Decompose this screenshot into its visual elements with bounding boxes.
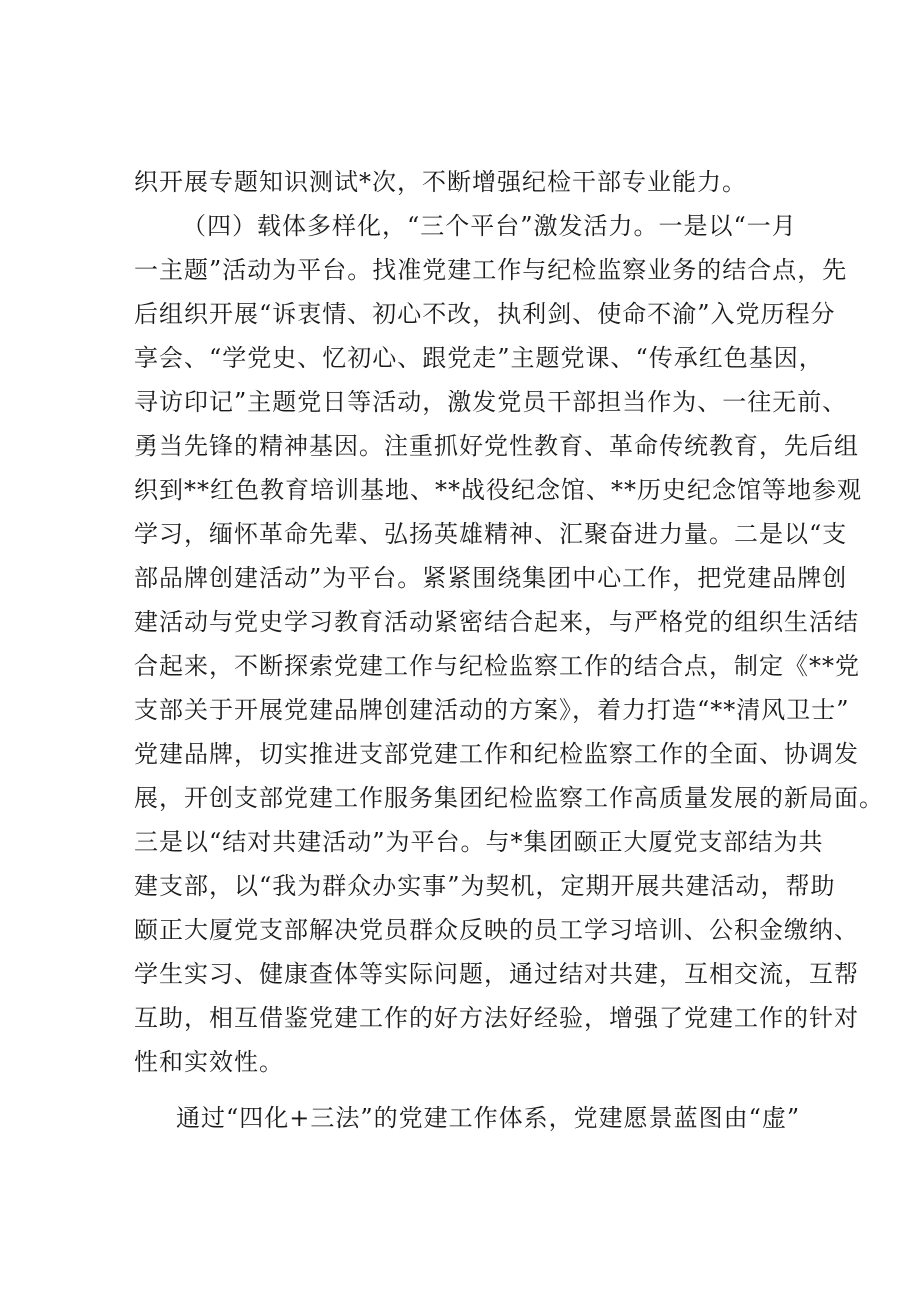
text-line: 三是以“结对共建活动”为平台。与*集团颐正大厦党支部结为共 <box>134 828 824 856</box>
text-line: 织开展专题知识测试*次，不断增强纪检干部专业能力。 <box>134 168 747 196</box>
text-line: 支部关于开展党建品牌创建活动的方案》，着力打造“**清风卫士” <box>134 696 850 724</box>
document-body <box>134 160 884 1140</box>
text-line: 寻访印记”主题党日等活动，激发党员干部担当作为、一往无前、 <box>134 388 848 416</box>
text-line: （四）载体多样化，“三个平台”激发活力。一是以“一月 <box>182 212 797 240</box>
text-line: 织到**红色教育培训基地、**战役纪念馆、**历史纪念馆等地参观 <box>134 476 862 504</box>
text-line: 学生实习、健康查体等实际问题，通过结对共建，互相交流，互帮 <box>134 960 859 988</box>
text-line: 部品牌创建活动”为平台。紧紧围绕集团中心工作，把党建品牌创 <box>134 564 848 592</box>
text-line: 勇当先锋的精神基因。注重抓好党性教育、革命传统教育，先后组 <box>134 432 859 460</box>
text-line: 党建品牌，切实推进支部党建工作和纪检监察工作的全面、协调发 <box>134 740 859 768</box>
text-line: 通过“四化+三法”的党建工作体系，党建愿景蓝图由“虚” <box>176 1104 801 1132</box>
text-line: 后组织开展“诉衷情、初心不改，执利剑、使命不渝”入党历程分 <box>134 300 836 328</box>
text-line: 展，开创支部党建工作服务集团纪检监察工作高质量发展的新局面。 <box>134 784 884 812</box>
text-line: 建支部，以“我为群众办实事”为契机，定期开展共建活动，帮助 <box>134 872 836 900</box>
text-line: 享会、“学党史、忆初心、跟党走”主题党课、“传承红色基因， <box>134 344 824 372</box>
text-line: 颐正大厦党支部解决党员群众反映的员工学习培训、公积金缴纳、 <box>134 916 859 944</box>
text-line: 互助，相互借鉴党建工作的好方法好经验，增强了党建工作的针对 <box>134 1004 859 1032</box>
text-line: 建活动与党史学习教育活动紧密结合起来，与严格党的组织生活结 <box>134 608 859 636</box>
text-line: 一主题”活动为平台。找准党建工作与纪检监察业务的结合点，先 <box>134 256 848 284</box>
text-line: 学习，缅怀革命先辈、弘扬英雄精神、汇聚奋进力量。二是以“支 <box>134 520 848 548</box>
text-line: 合起来，不断探索党建工作与纪检监察工作的结合点，制定《**党 <box>134 652 860 680</box>
text-line: 性和实效性。 <box>134 1048 284 1076</box>
